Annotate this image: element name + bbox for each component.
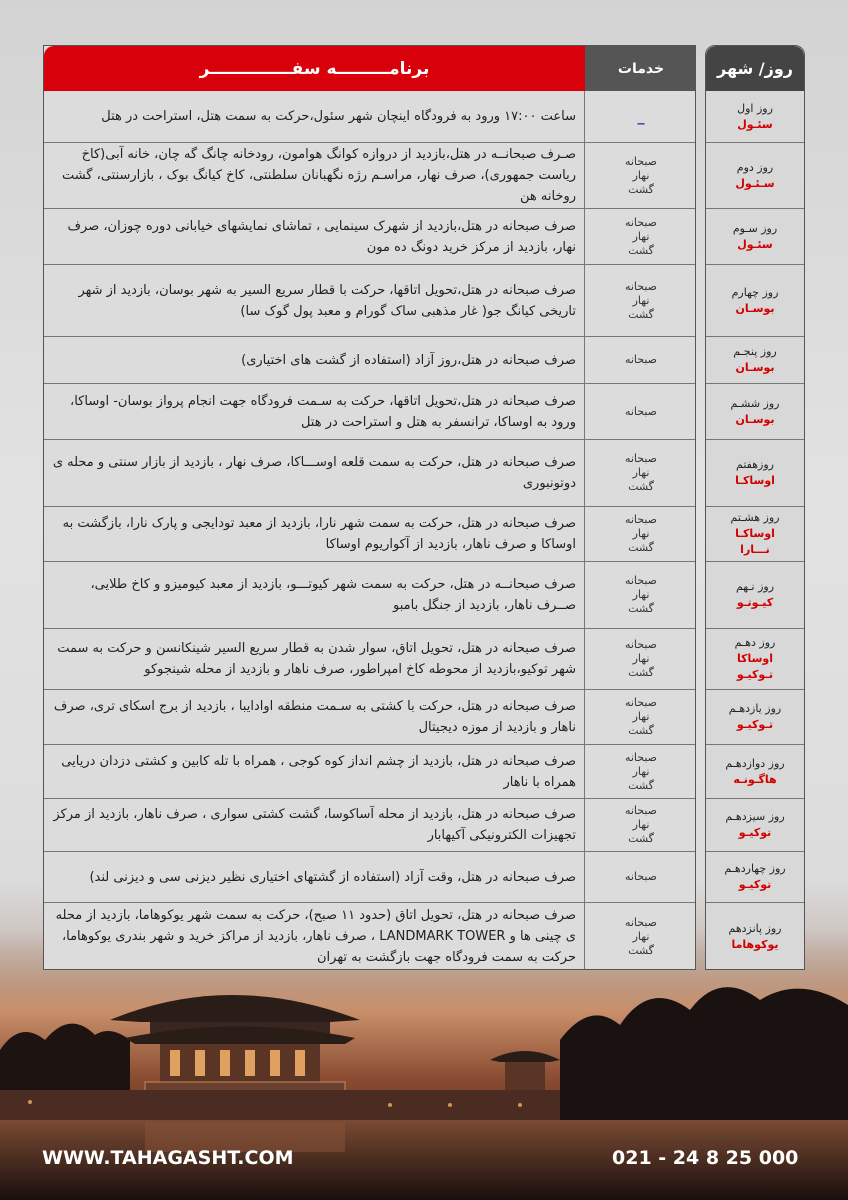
program-text: صـرف صبحانــه در هتل،بازدید از دروازه کوانگ هوامون، رودخانه چانگ گه چان، خانه آبی(کاخ ریاست جمهوری)، صرف نهار، مراسـم رژه نگهبانان سلطنتی، کاخ کیانگ بوک ، بازارسنتی، گشت روخانه هن: [61, 147, 576, 204]
phone-number: 021 - 24 8 25 000: [612, 1147, 799, 1169]
day-label: روز دوم: [736, 160, 774, 174]
program-text: صرف صبحانه در هتل، بازدید از چشم انداز کوه کوجی ، همراه با تله کابین و کشتی دزدان دریایی همراه با ناهار: [61, 753, 576, 790]
day-cell: [706, 209, 804, 265]
services-cell: صبحانه نهار گشت: [585, 209, 696, 265]
day-label: روز چهارم: [731, 285, 779, 299]
day-cell: [706, 629, 804, 690]
day-cell: [706, 384, 804, 440]
day-label: روز پانزدهم: [728, 921, 782, 935]
day-cell: [706, 903, 804, 970]
website-url: WWW.TAHAGASHT.COM: [42, 1147, 294, 1169]
day-cell: [706, 91, 804, 143]
services-cell: صبحانه: [585, 337, 696, 384]
program-text: صرف صبحانــه در هتل، حرکت به سمت شهر کیوتـــو، بازدید از معبد کیومیزو و کاخ طلایی، صــرف ناهار، بازدید از جنگل بامبو: [90, 577, 576, 613]
day-label: روز اول: [737, 101, 773, 115]
day-city-column: [705, 45, 805, 970]
day-cell: [706, 562, 804, 629]
program-cell: [44, 337, 585, 384]
services-cell: صبحانه نهار گشت: [585, 507, 696, 562]
program-text: صرف صبحانه در هتل، بازدید از محله آساکوسا، گشت کشتی سواری ، صرف ناهار، بازدید از مرکز تجهیزات الکترونیکی آکیهابار: [53, 807, 576, 843]
city-label: کیـوتـو: [736, 596, 774, 609]
city-label: توکیـو: [738, 826, 772, 839]
city-label: سئـول: [737, 117, 773, 131]
services-cell: صبحانه نهار گشت: [585, 903, 696, 970]
program-text: صرف صبحانه در هتل،روز آزاد (استفاده از گشت های اختیاری): [241, 352, 576, 368]
services-cell: صبحانه نهار گشت: [585, 745, 696, 799]
program-text: صرف صبحانه در هتل، تحویل اتاق، سوار شدن به قطار سریع السیر شینکانسن و حرکت به سمت شهر توکیو،بازدید از محوطه کاخ امپراطور، صرف ناهار و بازدید از محله شینجوکو: [57, 641, 576, 677]
day-label: روز نـهم: [735, 580, 775, 593]
program-text: صرف صبحانه در هتل،بازدید از شهرک سینمایی ، تماشای نمایشهای خیابانی دوره چوزان، صرف نهار، بازدید از مرکز خرید دونگ ده مون: [67, 218, 576, 255]
program-cell: [44, 384, 585, 440]
city-label: اوساکـا نـــارا: [735, 527, 775, 556]
day-cell: [706, 440, 804, 507]
services-cell: _: [585, 91, 696, 143]
city-label: بوسـان: [735, 361, 775, 374]
program-text: صرف صبحانه در هتل، حرکت به سمت قلعه اوســـاکا، صرف نهار ، بازدید از بازار سنتی و محله ی دوتونبوری: [52, 455, 576, 491]
services-cell: صبحانه: [585, 384, 696, 440]
program-cell: [44, 852, 585, 903]
program-cell: [44, 629, 585, 690]
day-label: روز دهـم: [734, 636, 776, 649]
day-cell: [706, 507, 804, 562]
program-cell: [44, 690, 585, 745]
day-city-header: روز/ شهر: [706, 46, 804, 91]
program-text: صرف صبحانه در هتل،تحویل اتاقها، حرکت به سـمت فرودگاه جهت انجام پرواز بوسان- اوساکا، ورود به اوساکا، ترانسفر به هتل و استراحت در هتل: [70, 393, 576, 430]
program-cell: [44, 507, 585, 562]
program-cell: [44, 440, 585, 507]
day-cell: [706, 143, 804, 209]
day-label: روز پنجـم: [733, 345, 777, 358]
city-label: سئـول: [737, 237, 773, 251]
services-cell: صبحانه نهار گشت: [585, 265, 696, 337]
day-label: روز سیزدهـم: [725, 810, 785, 823]
city-label: یوکوهاما: [731, 937, 779, 951]
program-cell: [44, 143, 585, 209]
day-cell: [706, 265, 804, 337]
services-cell: صبحانه نهار گشت: [585, 143, 696, 209]
city-label: سـئـول: [735, 176, 775, 190]
day-cell: [706, 745, 804, 799]
program-cell: [44, 265, 585, 337]
program-text: صرف صبحانه در هتل،تحویل اتاقها، حرکت با قطار سریع السیر به شهر بوسان، بازدید از شهر تاریخی کیانگ جو( غار مذهبی ساک گورام و معبد پول گوک سا): [78, 282, 576, 319]
services-cell: صبحانه: [585, 852, 696, 903]
services-cell: صبحانه نهار گشت: [585, 690, 696, 745]
program-header-label: برنامـــــــــه سفــــــــــــــر: [199, 58, 430, 79]
program-cell: [44, 562, 585, 629]
day-label: روز یازدهـم: [728, 702, 782, 715]
day-label: روز هشـتم: [730, 511, 780, 524]
services-cell: صبحانه نهار گشت: [585, 799, 696, 852]
program-cell: [44, 209, 585, 265]
program-cell: [44, 91, 585, 143]
day-label: روز دوازدهـم: [725, 756, 785, 770]
program-header: [44, 46, 585, 91]
services-cell: صبحانه نهار گشت: [585, 562, 696, 629]
day-cell: [706, 852, 804, 903]
services-cell: صبحانه نهار گشت: [585, 629, 696, 690]
program-cell: [44, 903, 585, 970]
city-label: توکیـو: [738, 878, 772, 891]
day-label: روز ششـم: [730, 396, 780, 410]
day-label: روز چهاردهـم: [724, 862, 786, 875]
city-label: بوسـان: [735, 301, 775, 315]
services-header: خدمات: [585, 46, 696, 91]
services-cell: صبحانه نهار گشت: [585, 440, 696, 507]
day-label: روز سـوم: [732, 221, 778, 235]
program-cell: [44, 799, 585, 852]
day-label: روزهفتم: [736, 458, 774, 471]
day-cell: [706, 690, 804, 745]
program-text: ساعت ۱۷:۰۰ ورود به فرودگاه اینچان شهر سئول،حرکت به سمت هتل، استراحت در هتل: [101, 109, 576, 124]
program-text: صرف صبحانه در هتل، تحویل اتاق (حدود ۱۱ صبح)، حرکت به سمت شهر یوکوهاما، بازدید از محله ی چینی ها و LANDMARK TOWER ، صرف ناهار، بازدید از مراکز خرید و شهر بندری یوکوهاما، حرکت به سمت فرودگاه جهت بازگشت به تهران: [55, 908, 576, 965]
city-label: هاگـونـه: [733, 772, 777, 786]
day-cell: [706, 337, 804, 384]
program-text: صرف صبحانه در هتل، وقت آزاد (استفاده از گشتهای اختیاری نظیر دیزنی سی و دیزنی لند): [89, 869, 576, 885]
city-label: تـوکیـو: [736, 718, 774, 731]
day-cell: [706, 799, 804, 852]
itinerary-table: [43, 45, 696, 970]
program-text: صرف صبحانه در هتل، حرکت به سمت شهر نارا، بازدید از معبد تودایجی و پارک نارا، بازگشت به اوساکا و صرف ناهار، بازدید از آکواریوم اوساکا: [62, 516, 576, 552]
city-label: اوساکا تـوکیـو: [736, 652, 774, 681]
city-label: اوساکـا: [735, 474, 775, 487]
city-label: بوسـان: [735, 412, 775, 426]
program-text: صرف صبحانه در هتل، حرکت با کشتی به سـمت منطقه اوادایبا ، بازدید از برج اسکای تری، صرف ناهار و بازدید از موزه دیجیتال: [53, 699, 576, 735]
program-cell: [44, 745, 585, 799]
